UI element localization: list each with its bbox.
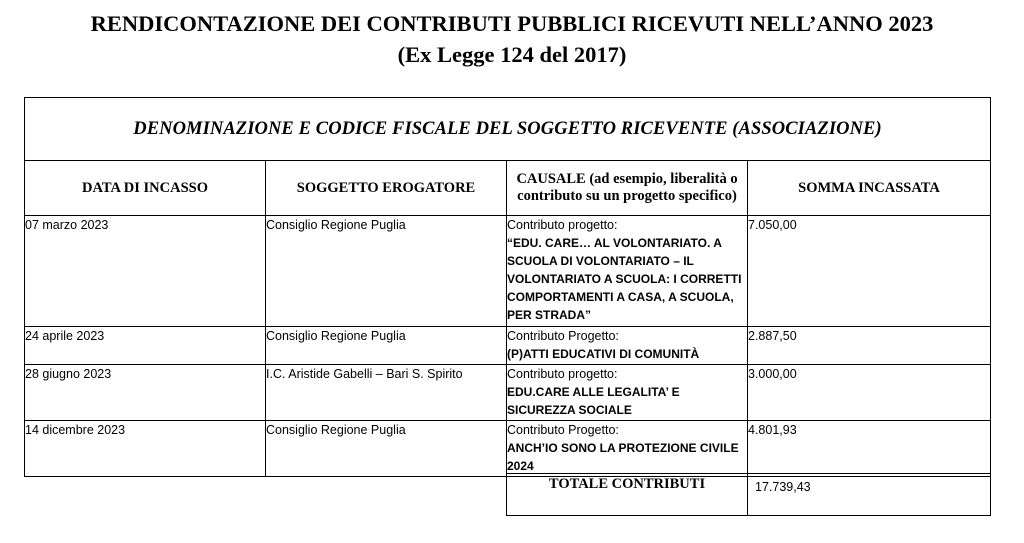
total-label: TOTALE CONTRIBUTI [507, 474, 748, 516]
cell-soggetto: I.C. Aristide Gabelli – Bari S. Spirito [266, 365, 507, 421]
causale-label: Contributo Progetto: [507, 423, 619, 437]
cell-data: 07 marzo 2023 [25, 216, 266, 327]
causale-label: Contributo Progetto: [507, 329, 619, 343]
causale-project: “EDU. CARE… AL VOLONTARIATO. A SCUOLA DI VOLONTARIATO – IL VOLONTARIATO A SCUOLA: I CORRETTI COMPORTAMENTI A CASA, A SCUOLA, PER STRADA” [507, 236, 742, 322]
cell-soggetto: Consiglio Regione Puglia [266, 421, 507, 477]
cell-data: 28 giugno 2023 [25, 365, 266, 421]
table-row [25, 365, 991, 421]
header-row [25, 161, 991, 216]
table-row [25, 327, 991, 365]
cell-data: 14 dicembre 2023 [25, 421, 266, 477]
causale-project: EDU.CARE ALLE LEGALITA’ E SICUREZZA SOCIALE [507, 385, 680, 417]
cell-somma: 7.050,00 [748, 216, 991, 327]
recipient-band: DENOMINAZIONE E CODICE FISCALE DEL SOGGETTO RICEVENTE (ASSOCIAZIONE) [25, 98, 991, 161]
document-title: RENDICONTAZIONE DEI CONTRIBUTI PUBBLICI RICEVUTI NELL’ANNO 2023 [90, 11, 934, 36]
header-data-incasso: DATA DI INCASSO [25, 161, 266, 216]
document-subtitle: (Ex Legge 124 del 2017) [397, 42, 627, 67]
cell-causale [507, 216, 748, 327]
total-row [507, 474, 991, 516]
cell-data: 24 aprile 2023 [25, 327, 266, 365]
cell-somma: 2.887,50 [748, 327, 991, 365]
cell-somma: 4.801,93 [748, 421, 991, 477]
cell-causale [507, 421, 748, 477]
table-row [25, 421, 991, 477]
causale-label: Contributo progetto: [507, 218, 618, 232]
cell-soggetto: Consiglio Regione Puglia [266, 216, 507, 327]
cell-soggetto: Consiglio Regione Puglia [266, 327, 507, 365]
cell-causale [507, 365, 748, 421]
total-value: 17.739,43 [748, 474, 991, 516]
total-table [506, 473, 991, 516]
table-row [25, 216, 991, 327]
causale-project: (P)ATTI EDUCATIVI DI COMUNITÀ [507, 347, 700, 361]
contributions-table [24, 97, 991, 477]
header-causale: CAUSALE (ad esempio, liberalità o contributo su un progetto specifico) [507, 161, 748, 216]
causale-project: ANCH’IO SONO LA PROTEZIONE CIVILE 2024 [507, 441, 739, 473]
band-row [25, 98, 991, 161]
cell-somma: 3.000,00 [748, 365, 991, 421]
header-soggetto-erogatore: SOGGETTO EROGATORE [266, 161, 507, 216]
cell-causale [507, 327, 748, 365]
header-somma-incassata: SOMMA INCASSATA [748, 161, 991, 216]
causale-label: Contributo progetto: [507, 367, 618, 381]
